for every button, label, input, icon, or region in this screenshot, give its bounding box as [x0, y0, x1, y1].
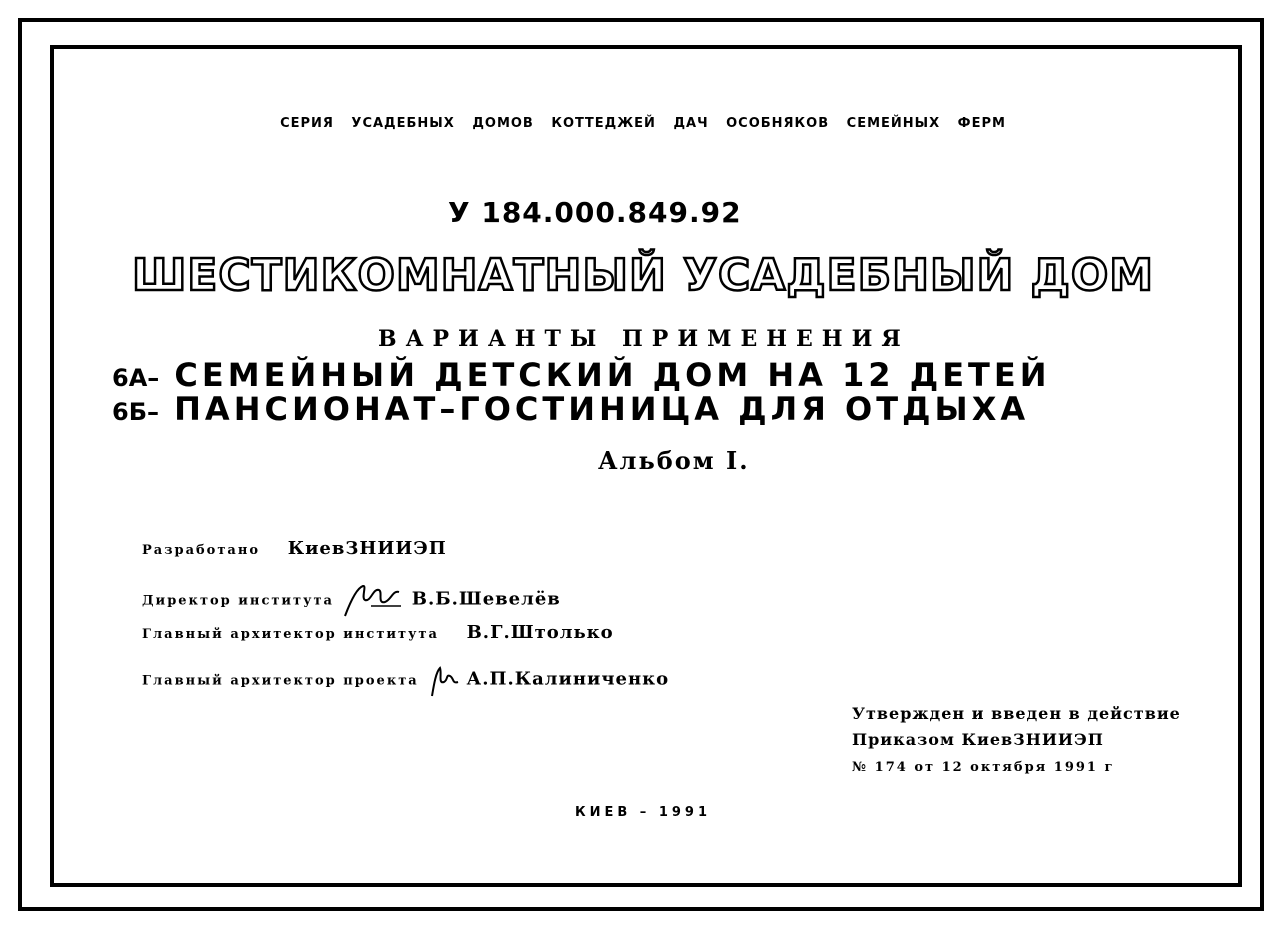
credit-role: Разработано	[142, 543, 261, 558]
credit-name: В.Б.Шевелёв	[411, 588, 561, 610]
credit-role: Директор института	[142, 593, 334, 609]
credit-row	[142, 622, 614, 643]
album-label: Альбом I.	[598, 446, 750, 475]
variant-code: 6Б–	[112, 398, 159, 426]
credit-name: КиевЗНИИЭП	[287, 538, 447, 559]
document-code: У 184.000.849.92	[448, 196, 742, 229]
signature-icon	[426, 662, 460, 698]
main-title: ШЕСТИКОМНАТНЫЙ УСАДЕБНЫЙ ДОМ	[131, 250, 1155, 301]
variants-heading: ВАРИАНТЫ ПРИМЕНЕНИЯ	[378, 326, 910, 352]
variant-code: 6А–	[112, 364, 160, 392]
credit-row	[142, 662, 669, 698]
variant-text: СЕМЕЙНЫЙ ДЕТСКИЙ ДОМ НА 12 ДЕТЕЙ	[174, 356, 1051, 394]
approval-line: № 174 от 12 октября 1991 г	[852, 760, 1115, 775]
variant-row	[112, 356, 1051, 394]
credit-row	[142, 538, 447, 559]
variant-row	[112, 390, 1029, 428]
credit-role: Главный архитектор института	[142, 627, 439, 642]
variant-text: ПАНСИОНАТ–ГОСТИНИЦА ДЛЯ ОТДЫХА	[174, 390, 1030, 428]
approval-line: Приказом КиевЗНИИЭП	[852, 730, 1104, 749]
credit-row	[142, 580, 561, 620]
credit-role: Главный архитектор проекта	[142, 673, 419, 689]
series-line: СЕРИЯ УСАДЕБНЫХ ДОМОВ КОТТЕДЖЕЙ ДАЧ ОСОБНЯКОВ СЕМЕЙНЫХ ФЕРМ	[280, 116, 1006, 131]
approval-line: Утвержден и введен в действие	[852, 704, 1181, 723]
signature-icon	[341, 580, 405, 620]
city-year: КИЕВ – 1991	[574, 805, 712, 820]
credit-name: В.Г.Штолько	[466, 622, 614, 643]
credit-name: А.П.Калиниченко	[466, 668, 670, 690]
